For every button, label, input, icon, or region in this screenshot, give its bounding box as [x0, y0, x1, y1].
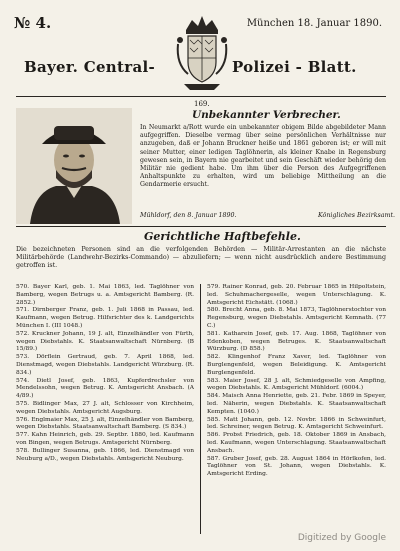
- warrant-entry: 581. Katharein Josef, geb. 17. Aug. 1868, Taglöhner von Edenkoben, wegen Betruges. K. Staatsanwaltschaft Würzburg. (D 858.): [207, 330, 386, 353]
- criminal-portrait: [16, 108, 132, 224]
- warrant-entry: 586. Probst Friedrich, geb. 18. Oktober 1869 in Ansbach, led. Kaufmann, wegen Unterschlagung. Staatsanwaltschaft Ansbach.: [207, 432, 386, 454]
- digitization-watermark: Digitized by Google: [297, 533, 386, 543]
- unknown-criminal-heading: Unbekannter Verbrecher.: [192, 109, 341, 121]
- issue-number: № 4.: [14, 14, 52, 32]
- warrant-entry: 578. Bullinger Susanna, geb. 1866, led. Dienstmagd von Neuburg a/D., wegen Diebstahls. Amtsgericht Neuburg.: [16, 447, 194, 462]
- warrants-heading: Gerichtliche Haftbefehle.: [144, 230, 301, 243]
- warrant-entry: 576. Englmaier Max, 25 J. alt, Einzelhändler von Bamberg, wegen Diebstahls. Staatsanwaltschaft Bamberg. (S 834.): [16, 416, 194, 431]
- warrant-entry: 571. Dirnberger Franz, geb. 1. Juli 1868 in Passau, led. Kaufmann, wegen Betrug. Hilfsrichter des k. Landgerichts München I. (III 1048.): [16, 307, 194, 329]
- page-number: 169.: [194, 100, 210, 108]
- warrant-entry: 585. Matt Johann, geb. 12. Novbr. 1866 in Schweinfurt, led. Schreiner, wegen Betrug. K. Amtsgericht Schweinfurt.: [207, 416, 386, 431]
- masthead-rule: [16, 96, 386, 97]
- warrant-entry: 575. Bidlinger Max, 27 J. alt, Schlosser von Kirchheim, wegen Diebstahls. Amtsgericht Augsburg.: [16, 400, 194, 415]
- warrant-entry: 573. Dörflein Gertraud, geb. 7. April 1868, led. Dienstmagd, wegen Diebstahls. Landgericht Würzburg. (R. 834.): [16, 354, 194, 376]
- warrant-entry: 570. Bayer Karl, geb. 1. Mai 1863, led. Taglöhner von Bamberg, wegen Betrugs u. a. Amtsgericht Bamberg. (R. 2852.): [16, 284, 194, 306]
- warrant-entry: 583. Maier Josef, 28 J. alt, Schmiedgeselle von Ampfing, wegen Diebstahls. K. Amtsgericht Mühldorf. (6004.): [207, 377, 386, 392]
- issue-date: München 18. Januar 1890.: [246, 18, 382, 29]
- bavarian-coat-of-arms-icon: [174, 14, 230, 92]
- warrant-entry: 584. Maisch Anna Henriette, geb. 21. Febr. 1869 in Speyer, led. Näherin, wegen Diebstahls. K. Staatsanwaltschaft Kempten. (1040.): [207, 393, 386, 415]
- warrant-entry: 582. Klingenhof Franz Xaver, led. Taglöhner von Burglengenfeld, wegen Beleidigung. K. Amtsgericht Burglengenfeld.: [207, 354, 386, 376]
- warrant-entry: 587. Gruber Josef, geb. 28. August 1864 in Hörlkofen, led. Taglöhner von St. Johann, wegen Diebstahls. K. Amtsgericht Erding.: [207, 455, 386, 478]
- masthead-title-right: Polizei - Blatt.: [232, 58, 357, 76]
- warrant-entry: 580. Brecht Anna, geb. 8. Mai 1873, Taglöhnerstochter von Regensburg, wegen Diebstahls. Amtsgericht Kemnath. (77 C.): [207, 307, 386, 329]
- unknown-criminal-signoff: Mühldorf, den 8. Januar 1890.: [140, 212, 237, 219]
- unknown-criminal-text: [140, 124, 386, 208]
- unknown-criminal-body: In Neumarkt a/Rott wurde ein unbekannter obigem Bilde abgebildeter Mann aufgegriffen. Dieselbe vermag über seine persönlichen Verhältnisse nur anzugeben, daß er Johann Bruckner heiße und 1861 geboren ist; er will mit seiner Mutter, einer ledigen Taglöhnerin, als kleiner Knabe in Regensburg gewesen sein, in Bayern nie gearbeitet und sein Geschäft wieder behörig den Militär nie gedient habe. Um ihm über die Person des Aufgegriffenen Anhaltspunkte zu erhalten, wird um beliebige Mittheilung an die Gendarmerie ersucht.: [140, 124, 386, 189]
- warrant-entry: 579. Rainer Konrad, geb. 20. Februar 1865 in Hilpoltstein, led. Schuhmachergeselle, wegen Unterschlagung. K. Amtsgericht Eichstätt. (1068.): [207, 284, 386, 306]
- warrant-entry: 577. Kahn Heinrich, geb. 29. Septbr. 1880, led. Kaufmann von Bingen, wegen Betrugs. Amtsgericht Nürnberg.: [16, 432, 194, 446]
- warrant-entry: 574. Dietl Josef, geb. 1863, Kupferdrechsler von Mendelssohn, wegen Betrug. K. Amtsgericht Ansbach. (A 4/89.): [16, 377, 194, 400]
- column-divider: [200, 284, 201, 534]
- unknown-criminal-authority: Königliches Bezirksamt.: [318, 212, 395, 219]
- warrants-right-column: [207, 284, 386, 534]
- masthead-title-left: Bayer. Central-: [24, 58, 155, 76]
- warrants-intro-text: Die bezeichneten Personen sind an die verfolgenden Behörden — Militär-Arrestanten an die nächste Militärbehörde (Landwehr-Bezirks-Commando) — abzuliefern; — wenn nicht ausdrücklich andere Bestimmung getroffen ist.: [16, 246, 386, 270]
- section-rule: [16, 226, 386, 227]
- warrants-intro: [16, 246, 386, 280]
- warrant-entry: 572. Kruckner Johann, 19 J. alt, Einzelhändler von Fürth, wegen Diebstahls. K. Staatsanwaltschaft Nürnberg. (B 15/89.): [16, 330, 194, 353]
- warrants-left-column: [16, 284, 194, 534]
